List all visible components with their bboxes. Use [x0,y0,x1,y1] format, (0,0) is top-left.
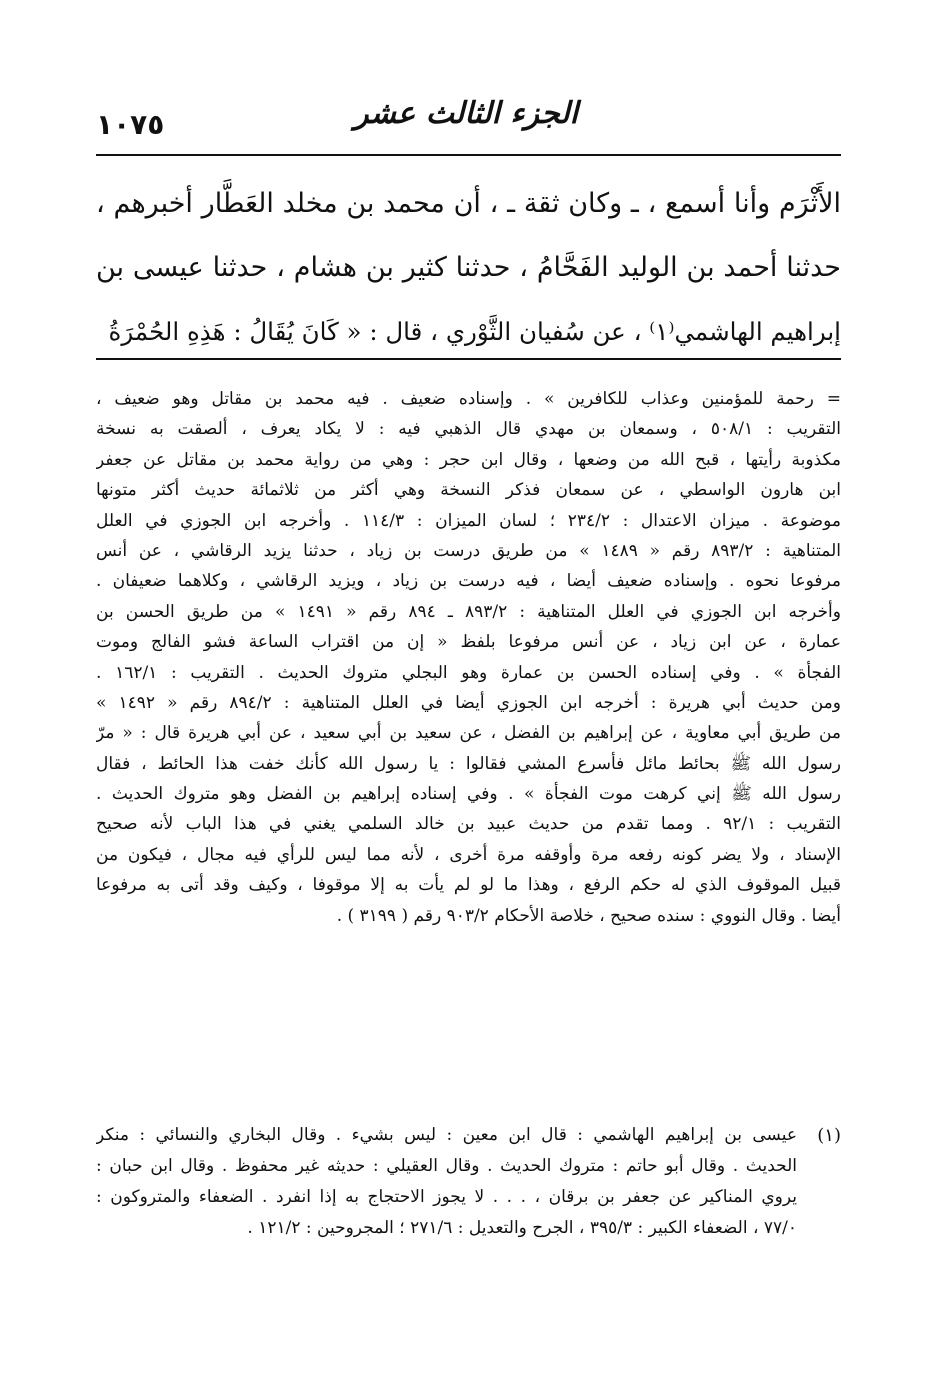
note-line: ابن هارون الواسطي ، عن سمعان فذكر النسخة وهي أكثر من ثلاثمائة حديث أكثر متونها [96,480,841,501]
page-header [96,92,841,156]
note-line: رسول الله ﷺ إني كرهت موت الفجأة » . وفي إسناده إبراهيم بن الفضل وهو متروك الحديث . [96,784,841,805]
main-text-line: إبراهيم الهاشمي⁽١⁾ ، عن سُفيان الثَّوْري ، قال : « كَانَ يُقَالُ : هَذِهِ الحُمْرَةُ [108,317,841,346]
note-line: موضوعة . ميزان الاعتدال : ٢٣٤/٢ ؛ لسان الميزان : ١١٤/٣ . وأخرجه ابن الجوزي في العلل [96,510,841,531]
main-text-line: الأَثْرَم وأنا أسمع ، ـ وكان ثقة ـ ، أن محمد بن مخلد العَطَّار أخبرهم ، [96,188,841,219]
page-number: ١٠٧٥ [96,108,165,141]
footnote-1 [96,1120,841,1244]
footnote-line: عيسى بن إبراهيم الهاشمي : قال ابن معين : ليس بشيء . وقال البخاري والنسائي : منكر [96,1125,797,1145]
note-line: الفجأة » . وفي إسناده الحسن بن عمارة وهو البجلي متروك الحديث . التقريب : ١٦٢/١ . [96,662,841,683]
note-line: المتناهية : ٨٩٣/٢ رقم « ١٤٨٩ » من طريق درست بن زياد ، حدثنا يزيد الرقاشي ، عن أنس [96,540,841,561]
footnote-text [96,1120,797,1244]
main-text [96,172,841,364]
note-line: ومن حديث أبي هريرة : أخرجه ابن الجوزي أيضا في العلل المتناهية : ٨٩٤/٢ رقم « ١٤٩٢ » [96,692,841,713]
footnote-line: ٧٧/٠ ، الضعفاء الكبير : ٣٩٥/٣ ، الجرح والتعديل : ٢٧١/٦ ؛ المجروحين : ١٢١/٢ . [247,1218,797,1238]
note-line: التقريب : ٥٠٨/١ ، وسمعان بن مهدي قال الذهبي فيه : لا يكاد يعرف ، ألصقت به نسخة [96,419,841,440]
footnote-line: يروي المناكير عن جعفر بن برقان ، . . . لا يجوز الاحتجاج به إذا انفرد . الضعفاء والمتروكون : [96,1187,797,1207]
note-line: مرفوعا نحوه . وإسناده ضعيف أيضا ، فيه درست بن زياد ، ويزيد الرقاشي ، وكلاهما ضعيفان . [96,571,841,592]
running-title: الجزء الثالث عشر [354,96,578,131]
note-line: أيضا . وقال النووي : سنده صحيح ، خلاصة الأحكام ٩٠٣/٢ رقم ( ٣١٩٩ ) . [336,905,841,926]
continued-notes [96,384,841,931]
note-line: التقريب : ٩٢/١ . ومما تقدم من حديث عبيد بن خالد السلمي يغني في هذا الباب لأنه صحيح [96,814,841,835]
note-line: مكذوبة رأيتها ، قبح الله من وضعها ، وقال ابن حجر : وهي من رواية محمد بن مقاتل عن جعفر [96,449,841,470]
note-line: الإسناد ، ولا يضر كونه رفعه مرة وأوقفه مرة أخرى ، لأنه مما ليس للرأي فيه مجال ، فيكون من [96,844,841,865]
main-text-line: حدثنا أحمد بن الوليد الفَحَّامُ ، حدثنا كثير بن هشام ، حدثنا عيسى بن [96,252,841,283]
note-line: = رحمة للمؤمنين وعذاب للكافرين » . وإسناده ضعيف . فيه محمد بن مقاتل وهو ضعيف ، [96,389,841,409]
note-line: رسول الله ﷺ بحائط مائل فأسرع المشي فقالوا : يا رسول الله كأنك خفت هذا الحائط ، فقال [96,753,841,774]
note-line: قبيل الموقوف الذي له حكم الرفع ، وهذا ما لو لم يأت به إلا موقوفا ، وكيف وقد أتى به مرفوعا [96,875,841,896]
footnote-marker: (١) [817,1125,841,1146]
note-line: عمارة ، عن ابن زياد ، عن أنس مرفوعا بلفظ « إن من اقتراب الساعة فشو الفالج وموت [96,632,841,653]
note-line: من طريق أبي معاوية ، عن إبراهيم بن الفضل ، عن سعيد بن أبي سعيد ، عن أبي هريرة قال : « مرّ [96,723,841,744]
footnote-line: الحديث . وقال أبو حاتم : متروك الحديث . وقال العقيلي : حديثه غير محفوظ . وقال ابن حبان : [96,1156,797,1176]
note-line: وأخرجه ابن الجوزي في العلل المتناهية : ٨٩٣/٢ ـ ٨٩٤ رقم « ١٤٩١ » من طريق الحسن بن [96,601,841,622]
notes-divider [96,358,841,360]
header-divider [96,154,841,156]
